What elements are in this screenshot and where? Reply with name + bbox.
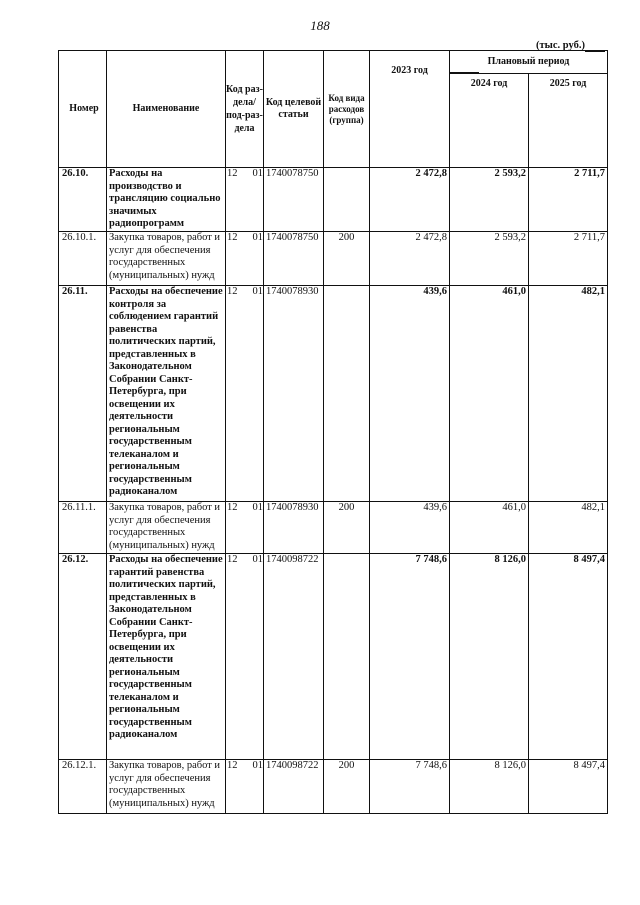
row-section [226, 286, 264, 502]
table-row [59, 286, 608, 502]
row-value-2025: 2 711,7 [529, 232, 608, 286]
row-expense-type: 200 [324, 760, 370, 814]
row-expense-type [324, 168, 370, 232]
row-value-2023: 2 472,8 [370, 232, 450, 286]
row-section [226, 554, 264, 760]
section-code: 12 [227, 232, 238, 243]
table-row [59, 232, 608, 286]
row-value-2024: 461,0 [450, 286, 529, 502]
subsection-code: 01 [252, 232, 263, 243]
section-code: 12 [227, 554, 238, 565]
row-value-2024: 2 593,2 [450, 168, 529, 232]
row-number: 26.10.1. [59, 232, 107, 286]
row-value-2024: 8 126,0 [450, 760, 529, 814]
section-code: 12 [227, 286, 238, 297]
header-target-code: Код целевой статьи [264, 51, 324, 168]
header-2023: 2023 год [370, 51, 450, 168]
header-section-code: Код раз-дела/ под-раз-дела [226, 51, 264, 168]
row-expense-type [324, 286, 370, 502]
budget-table [58, 50, 608, 814]
row-value-2023: 7 748,6 [370, 554, 450, 760]
row-name: Расходы на производство и трансляцию социально значимых радиопрограмм [107, 168, 226, 232]
section-code: 12 [227, 760, 238, 771]
subsection-code: 01 [252, 286, 263, 297]
subsection-code: 01 [252, 168, 263, 179]
row-number: 26.11.1. [59, 502, 107, 554]
section-code: 12 [227, 502, 238, 513]
row-number: 26.10. [59, 168, 107, 232]
header-number: Номер [59, 51, 107, 168]
row-value-2025: 2 711,7 [529, 168, 608, 232]
header-planned-period: Плановый период [450, 51, 608, 74]
table-row [59, 502, 608, 554]
row-value-2025: 482,1 [529, 502, 608, 554]
row-name: Закупка товаров, работ и услуг для обеспечения государственных (муниципальных) нужд [107, 232, 226, 286]
row-value-2025: 482,1 [529, 286, 608, 502]
subsection-code: 01 [252, 554, 263, 565]
table-row [59, 554, 608, 760]
header-2024: 2024 год [450, 74, 529, 168]
units-label: (тыс. руб.) [536, 40, 585, 51]
row-value-2023: 439,6 [370, 286, 450, 502]
row-value-2023: 2 472,8 [370, 168, 450, 232]
row-name: Закупка товаров, работ и услуг для обеспечения государственных (муниципальных) нужд [107, 760, 226, 814]
row-number: 26.12. [59, 554, 107, 760]
row-expense-type: 200 [324, 232, 370, 286]
row-name: Расходы на обеспечение гарантий равенства политических партий, представленных в Законодательном Собрании Санкт-Петербурга, при освещении их деятельности региональным государственным телеканалом и региональным государственным радиоканалом [107, 554, 226, 760]
subsection-code: 01 [252, 502, 263, 513]
row-expense-type: 200 [324, 502, 370, 554]
page-number: 188 [310, 18, 330, 33]
header-expense-type: Код вида расходов (группа) [324, 51, 370, 168]
row-value-2024: 2 593,2 [450, 232, 529, 286]
row-number: 26.11. [59, 286, 107, 502]
row-value-2025: 8 497,4 [529, 760, 608, 814]
row-expense-type [324, 554, 370, 760]
table-row [59, 760, 608, 814]
row-value-2023: 7 748,6 [370, 760, 450, 814]
row-target-code: 1740078750 [264, 232, 324, 286]
row-value-2025: 8 497,4 [529, 554, 608, 760]
row-name: Закупка товаров, работ и услуг для обеспечения государственных (муниципальных) нужд [107, 502, 226, 554]
row-target-code: 1740078930 [264, 502, 324, 554]
row-target-code: 1740078930 [264, 286, 324, 502]
row-target-code: 1740078750 [264, 168, 324, 232]
header-name: Наименование [107, 51, 226, 168]
table-row [59, 168, 608, 232]
subsection-code: 01 [252, 760, 263, 771]
row-section [226, 760, 264, 814]
row-section [226, 502, 264, 554]
row-value-2023: 439,6 [370, 502, 450, 554]
row-target-code: 1740098722 [264, 760, 324, 814]
section-code: 12 [227, 168, 238, 179]
row-target-code: 1740098722 [264, 554, 324, 760]
header-2025: 2025 год [529, 74, 608, 168]
row-value-2024: 461,0 [450, 502, 529, 554]
row-section [226, 232, 264, 286]
row-section [226, 168, 264, 232]
row-value-2024: 8 126,0 [450, 554, 529, 760]
row-name: Расходы на обеспечение контроля за соблюдением гарантий равенства политических партий, представленных в Законодательном Собрании Санкт-Петербурга, при освещении их деятельности региональным государственным телеканалом и региональным государственным радиоканалом [107, 286, 226, 502]
row-number: 26.12.1. [59, 760, 107, 814]
